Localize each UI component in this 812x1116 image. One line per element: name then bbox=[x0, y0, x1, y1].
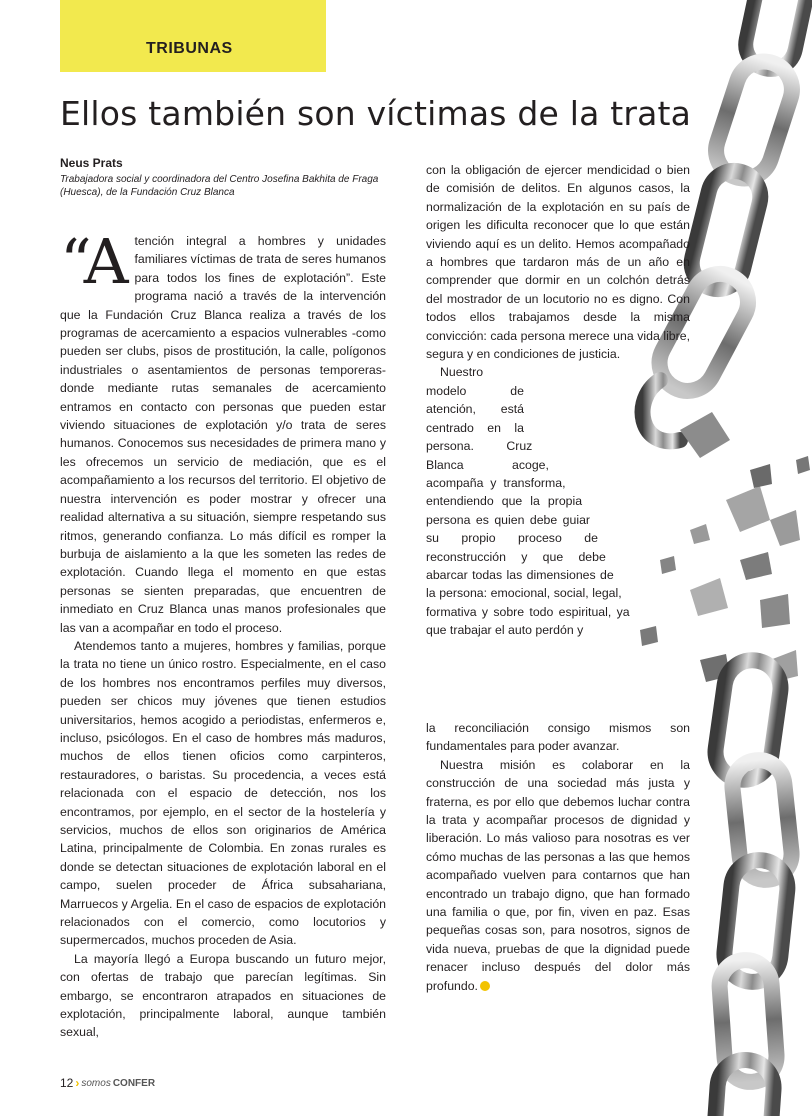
paragraph-text: tención integral a hombres y unidades familiares víctimas de trata de seres humanos para todos los fines de explotación”. Este programa nació a través de la intervención que la Fundación Cruz Blanca realiza a través de los programas de acercamiento a espacios vulnerables -como pueden ser clubs, pisos de prostitución, la calle, polígonos industriales o asentamientos de personas temporeras- donde mediante rutas semanales de acercamiento entramos en contacto con personas que pueden estar viviendo situaciones de explotación y/o trata de seres humanos. Conocemos sus necesidades de primera mano y les ofrecemos un servicio de mediación, que es el acompañamiento a los recursos del territorio. El objetivo de nuestra intervención es poder mostrar y ofrecer una realidad alternativa a su situación, siempre respetando sus ritmos, generando confianza. Lo más difícil es romper la burbuja de aislamiento a la que les someten las redes de explotación. Cuando llega el momento en que estas personas se sienten preparadas, que encuentren de inmediato en Cruz Blanca unas manos profesionales que las van a acompañar en todo el proceso. bbox=[60, 234, 386, 635]
paragraph: Nuestro modelo de atención, está centrado en la persona. Cruz Blanca acoge, acompaña y transforma, entendiendo que la propia persona es quien debe guiar su propio proceso de reconstrucción y que debe abarcar todas las dimensiones de la persona: emocional, social, legal, formativa y sobre todo espiritual, ya que trabajar el auto perdón y bbox=[426, 365, 630, 638]
article-title: Ellos también son víctimas de la trata bbox=[60, 94, 692, 133]
section-label: TRIBUNAS bbox=[146, 40, 233, 57]
paragraph: la reconciliación consigo mismos son fundamentales para poder avanzar. bbox=[426, 721, 690, 754]
paragraph bbox=[426, 756, 690, 995]
lower-chain bbox=[712, 657, 794, 1116]
author-name: Neus Prats bbox=[60, 156, 123, 170]
paragraph bbox=[60, 225, 386, 637]
section-tab bbox=[60, 0, 326, 72]
chevron-right-icon: › bbox=[75, 1076, 80, 1090]
paragraph-text: Nuestra misión es colaborar en la construcción de una sociedad más justa y fraterna, es por ello que debemos luchar contra la trata y acompañar procesos de dignidad y liberación. Lo más valioso para nosotras es ver cómo muchas de las personas a las que hemos acompañado vuelven para contarnos que han encontrado un trabajo digno, que han formado una familia o que, por fin, viven en paz. Esas pequeñas cosas son, para nosotros, signos de vida nueva, pruebas de que la dignidad puede renacer incluso después del dolor más profundo. bbox=[426, 757, 690, 993]
author-affiliation: Trabajadora social y coordinadora del Centro Josefina Bakhita de Fraga (Huesca), de la Fundación Cruz Blanca bbox=[60, 174, 379, 198]
column-right-top bbox=[426, 161, 690, 685]
paragraph: con la obligación de ejercer mendicidad o bien de comisión de delitos. En algunos casos, la normalización de la explotación en su país de origen les dificulta reconocer que lo que están viviendo aquí es un delito. Hemos acompañado a hombres que tardaron más de un año en comprender que dormir en un colchón detrás del mostrador de un locutorio no es digno. Con todos ellos trabajamos desde la misma convicción: cada persona merece una vida libre, segura y en condiciones de justicia. bbox=[426, 163, 690, 362]
page-footer bbox=[60, 1076, 155, 1090]
column-right-bottom bbox=[426, 719, 690, 995]
brand-name-part2: CONFER bbox=[112, 1077, 156, 1089]
drop-cap: “A bbox=[60, 225, 129, 298]
column-left bbox=[60, 225, 386, 1042]
brand-name-part1: somos bbox=[81, 1077, 111, 1089]
paragraph: La mayoría llegó a Europa buscando un futuro mejor, con ofertas de trabajo que parecían legítimas. Sin embargo, se encontraron atrapados en situaciones de explotación, principalmente laboral, aunque también sexual, bbox=[60, 951, 386, 1040]
page-number: 12 bbox=[60, 1076, 74, 1090]
paragraph: Atendemos tanto a mujeres, hombres y familias, porque la trata no tiene un único rostro. Especialmente, en el caso de los hombres nos encontramos perfiles muy diversos, pueden ser chicos muy jóvenes que tienen estudios universitarios, hemos acogido a periodistas, enfermeros e, incluso, psicólogos. En el caso de hombres más maduros, muchos de ellos tienen oficios como carpinteros, restauradores, o baristas. Su procedencia, a veces está relacionada con el espacio de detección, nos los encontramos, por ejemplo, en el sector de la hostelería y servicios, muchos de ellos son originarios de América Latina, principalmente de Colombia. En zonas rurales es donde se detectan situaciones de explotación laboral en el campo, suelen proceder de África subsahariana, Marruecos y Argelia. En el caso de espacios de explotación relacionados con el comercio, como locutorios y supermercados, muchos proceden de Asia. bbox=[60, 638, 386, 948]
end-mark-icon bbox=[480, 981, 490, 991]
